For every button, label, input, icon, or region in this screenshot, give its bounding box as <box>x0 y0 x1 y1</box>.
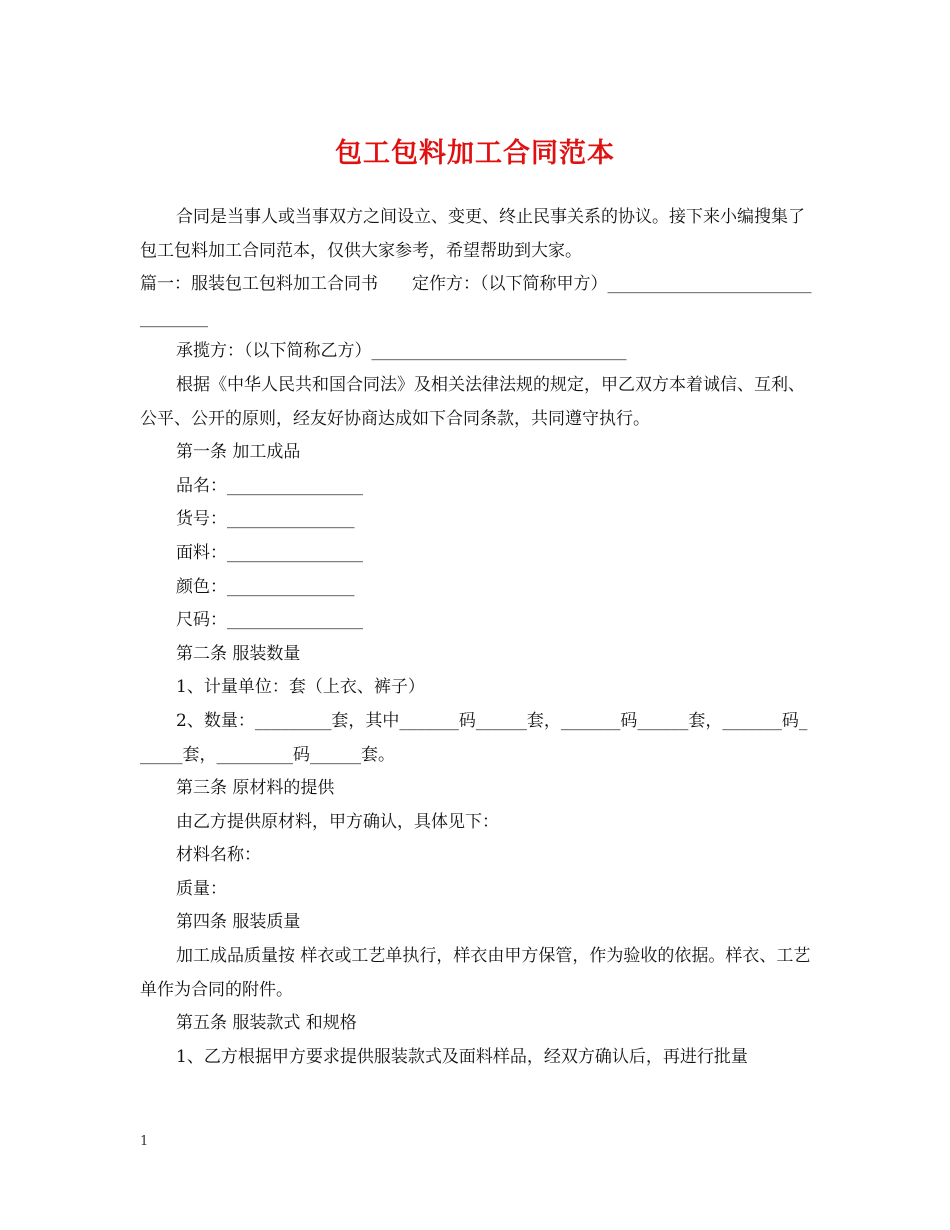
intro-paragraph: 合同是当事人或当事双方之间设立、变更、终止民事关系的协议。接下来小编搜集了包工包料加工合同范本，仅供大家参考，希望帮助到大家。 <box>140 207 805 261</box>
item-number-field: 货号：_______________ <box>176 509 355 530</box>
article-4-heading: 第四条 服装质量 <box>176 912 301 933</box>
quality-line: 质量： <box>176 878 227 899</box>
material-supply-line: 由乙方提供原材料，甲方确认，具体见下： <box>176 811 499 832</box>
legal-basis-paragraph: 根据《中华人民共和国合同法》及相关法律法规的规定，甲乙双方本着诚信、互利、公平、公开的原则，经友好协商达成如下合同条款，共同遵守执行。 <box>140 374 805 429</box>
document-body <box>140 201 812 1074</box>
product-name-field: 品名：________________ <box>176 475 363 496</box>
contractor-line: 承揽方：（以下简称乙方）______________________________ <box>176 341 627 362</box>
quality-standard-paragraph: 加工成品质量按 样衣或工艺单执行，样衣由甲方保管，作为验收的依据。样衣、工艺单作为合同的附件。 <box>140 946 811 1000</box>
article-3-heading: 第三条 原材料的提供 <box>176 778 335 799</box>
style-spec-paragraph: 1、乙方根据甲方要求提供服装款式及面料样品，经双方确认后，再进行批量 <box>176 1046 748 1067</box>
document-title: 包工包料加工合同范本 <box>335 138 615 169</box>
quantity-line: 2、数量：_________套，其中_______码______套，_______码______套，_______码______套，_________码______套。 <box>140 710 808 765</box>
article-1-heading: 第一条 加工成品 <box>176 442 301 463</box>
material-name-line: 材料名称： <box>176 845 261 866</box>
size-field: 尺码：________________ <box>176 610 363 631</box>
article-5-heading: 第五条 服装款式 和规格 <box>176 1013 357 1034</box>
article-2-heading: 第二条 服装数量 <box>176 643 301 664</box>
color-field: 颜色：_______________ <box>176 576 355 597</box>
fabric-field: 面料：________________ <box>176 542 363 563</box>
unit-line: 1、计量单位：套（上衣、裤子） <box>176 677 425 698</box>
page-number: 1 <box>140 1134 149 1149</box>
section-heading-paragraph: 篇一：服装包工包料加工合同书 定作方：（以下简称甲方）________________________________ <box>140 274 812 328</box>
